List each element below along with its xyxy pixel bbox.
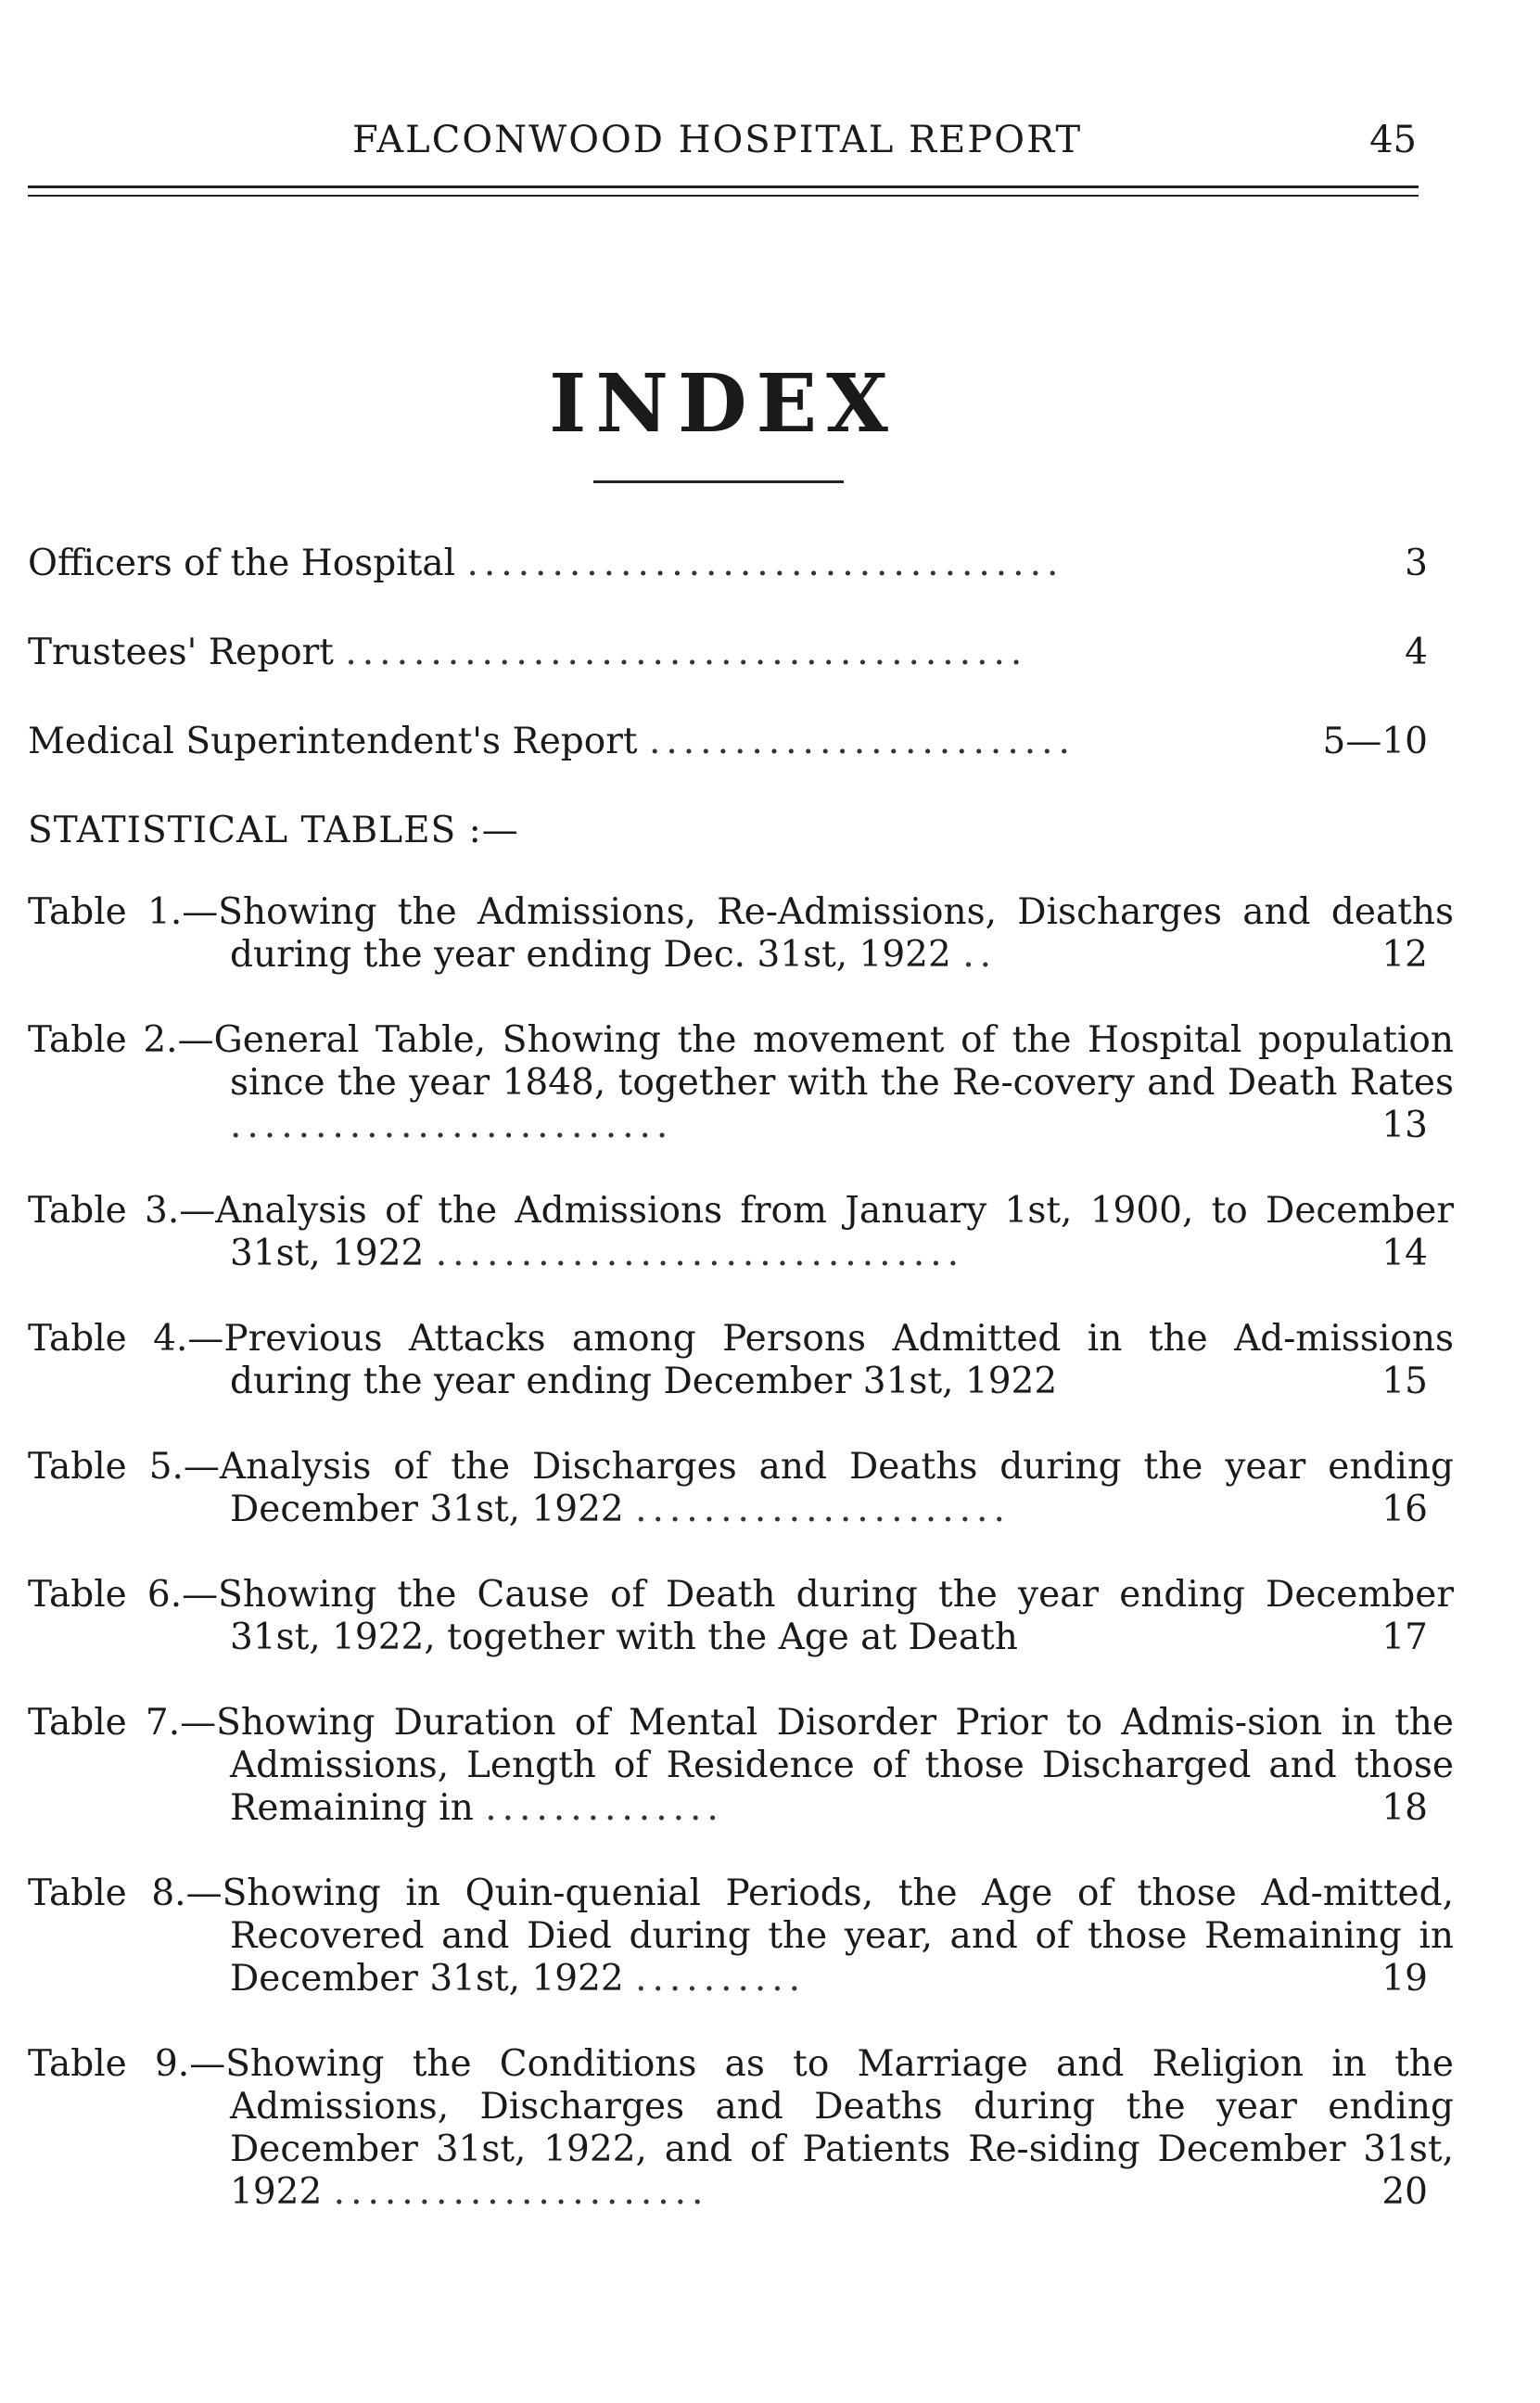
- index-entry: [28, 721, 1428, 763]
- table-label: Table 9.—: [28, 2043, 226, 2085]
- entry-page-number: 5—10: [1322, 721, 1428, 762]
- table-label: Table 4.—: [28, 1318, 224, 1360]
- table-description: General Table, Showing the movement of the Hospital population since the year 1848, together with the Re-covery and Death Rates: [213, 1019, 1454, 1104]
- dot-leader: ..........: [635, 1958, 807, 2000]
- table-label: Table 1.—: [28, 891, 219, 933]
- table-entry: [28, 2043, 1454, 2214]
- index-entry: [28, 543, 1428, 585]
- table-description: Showing the Admissions, Re-Admissions, Discharges and deaths during the year ending Dec. 31st, 1922: [218, 891, 1454, 976]
- header-rule: [28, 195, 1419, 197]
- dot-leader: ...................................: [466, 543, 1064, 584]
- table-description: Analysis of the Discharges and Deaths during the year ending December 31st, 1922: [219, 1446, 1454, 1530]
- section-heading: STATISTICAL TABLES :—: [28, 810, 519, 851]
- dot-leader: ......................: [333, 2171, 709, 2213]
- table-label: Table 5.—: [28, 1446, 220, 1488]
- dot-leader: ..........................: [230, 1105, 674, 1146]
- entry-title: Trustees' Report: [28, 632, 334, 673]
- page-number: 45: [1369, 119, 1417, 161]
- dot-leader: ........................................: [345, 632, 1028, 673]
- entry-page-number: 17: [1381, 1617, 1428, 1658]
- dot-leader: ..: [962, 934, 998, 976]
- entry-page-number: 3: [1405, 543, 1428, 584]
- table-description: Showing the Conditions as to Marriage and Religion in the Admissions, Discharges and Deaths during the year ending December 31st, 1922, and of Patients Re-siding December 31st, 1922: [225, 2043, 1454, 2213]
- running-head: [0, 111, 1428, 167]
- table-label: Table 6.—: [28, 1574, 219, 1616]
- table-description: Showing the Cause of Death during the year ending December 31st, 1922, together with the Age at Death: [218, 1574, 1454, 1658]
- dot-leader: .........................: [648, 721, 1075, 762]
- entry-page-number: 4: [1405, 632, 1428, 673]
- entry-page-number: 13: [1381, 1105, 1428, 1146]
- entry-page-number: 19: [1381, 1958, 1428, 2000]
- entry-page-number: 12: [1381, 934, 1428, 976]
- page-title: INDEX: [549, 357, 897, 451]
- table-entry: [28, 1318, 1454, 1403]
- header-rule: [28, 185, 1419, 188]
- table-entry: [28, 1190, 1454, 1275]
- table-entry: [28, 1574, 1454, 1659]
- index-entries: [28, 543, 1454, 2256]
- table-entry: [28, 891, 1454, 977]
- table-entry: [28, 1019, 1454, 1147]
- dot-leader: ..............: [485, 1787, 724, 1829]
- running-title: FALCONWOOD HOSPITAL REPORT: [352, 119, 1083, 161]
- table-label: Table 8.—: [28, 1873, 223, 1914]
- entry-page-number: 15: [1381, 1361, 1428, 1402]
- entry-page-number: 16: [1381, 1489, 1428, 1530]
- entry-title: Medical Superintendent's Report: [28, 721, 638, 762]
- table-entry: [28, 1446, 1454, 1531]
- entry-page-number: 14: [1381, 1233, 1428, 1274]
- entry-page-number: 18: [1381, 1787, 1428, 1829]
- table-description: Previous Attacks among Persons Admitted in the Ad-missions during the year ending December 31st, 1922: [223, 1318, 1454, 1402]
- table-description: Showing Duration of Mental Disorder Prior to Admis-sion in the Admissions, Length of Residence of those Discharged and those Remaining in: [216, 1702, 1454, 1829]
- entry-page-number: 20: [1381, 2171, 1428, 2213]
- table-entry: [28, 1702, 1454, 1830]
- table-description: Analysis of the Admissions from January 1st, 1900, to December 31st, 1922: [215, 1190, 1454, 1274]
- table-label: Table 2.—: [28, 1019, 214, 1061]
- entry-title: Officers of the Hospital: [28, 543, 456, 584]
- dot-leader: ...............................: [435, 1233, 965, 1274]
- index-entry: [28, 632, 1428, 674]
- table-label: Table 7.—: [28, 1702, 217, 1744]
- table-description: Showing in Quin-quenial Periods, the Age of those Ad-mitted, Recovered and Died during the year, and of those Remaining in December 31st, 1922: [222, 1873, 1454, 2000]
- table-label: Table 3.—: [28, 1190, 216, 1232]
- title-rule: [593, 480, 844, 483]
- table-entry: [28, 1873, 1454, 2000]
- dot-leader: ......................: [635, 1489, 1011, 1530]
